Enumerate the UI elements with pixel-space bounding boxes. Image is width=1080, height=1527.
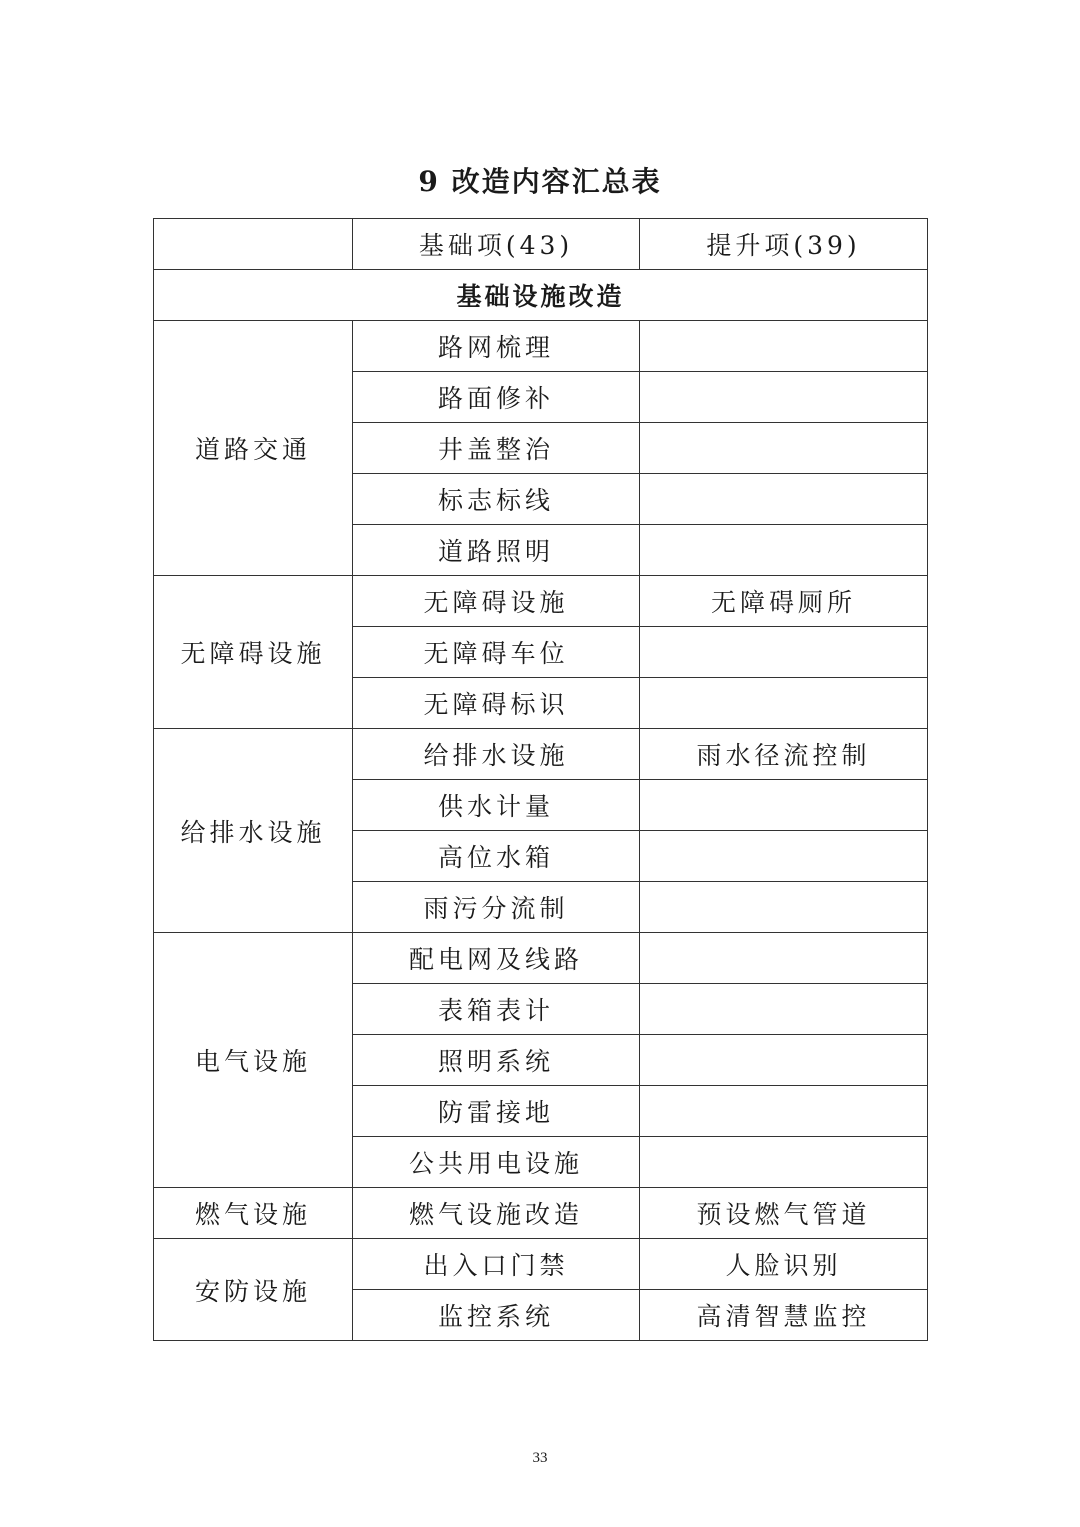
upgrade-item-cell: 高清智慧监控 [640,1290,928,1341]
header-basic-items: 基础项(43) [353,219,640,270]
basic-item-cell: 监控系统 [353,1290,640,1341]
upgrade-item-cell [640,831,928,882]
upgrade-item-cell [640,882,928,933]
upgrade-item-cell [640,1035,928,1086]
basic-item-cell: 无障碍设施 [353,576,640,627]
basic-item-cell: 给排水设施 [353,729,640,780]
upgrade-item-cell [640,423,928,474]
table-row [154,321,928,372]
section-row [154,270,928,321]
upgrade-item-cell [640,525,928,576]
category-cell: 燃气设施 [154,1188,353,1239]
basic-item-cell: 供水计量 [353,780,640,831]
renovation-summary-table [153,218,928,1341]
upgrade-item-cell [640,474,928,525]
basic-item-cell: 路面修补 [353,372,640,423]
header-blank-cell [154,219,353,270]
table-row [154,729,928,780]
table-row [154,1239,928,1290]
basic-item-cell: 配电网及线路 [353,933,640,984]
upgrade-item-cell [640,1137,928,1188]
upgrade-item-cell: 人脸识别 [640,1239,928,1290]
category-cell: 道路交通 [154,321,353,576]
upgrade-item-cell [640,780,928,831]
header-upgrade-items: 提升项(39) [640,219,928,270]
section-title: 基础设施改造 [154,270,928,321]
basic-item-cell: 防雷接地 [353,1086,640,1137]
basic-item-cell: 公共用电设施 [353,1137,640,1188]
upgrade-item-cell: 无障碍厕所 [640,576,928,627]
basic-item-cell: 表箱表计 [353,984,640,1035]
basic-item-cell: 高位水箱 [353,831,640,882]
page-title: 9 改造内容汇总表 [418,165,662,198]
upgrade-item-cell [640,678,928,729]
upgrade-item-cell [640,984,928,1035]
basic-item-cell: 标志标线 [353,474,640,525]
upgrade-item-cell: 雨水径流控制 [640,729,928,780]
basic-item-cell: 燃气设施改造 [353,1188,640,1239]
basic-item-cell: 无障碍标识 [353,678,640,729]
basic-item-cell: 井盖整治 [353,423,640,474]
upgrade-item-cell [640,321,928,372]
category-cell: 无障碍设施 [154,576,353,729]
category-cell: 安防设施 [154,1239,353,1341]
basic-item-cell: 道路照明 [353,525,640,576]
basic-item-cell: 照明系统 [353,1035,640,1086]
category-cell: 电气设施 [154,933,353,1188]
table-row [154,1188,928,1239]
table-header-row [154,219,928,270]
upgrade-item-cell: 预设燃气管道 [640,1188,928,1239]
basic-item-cell: 雨污分流制 [353,882,640,933]
basic-item-cell: 无障碍车位 [353,627,640,678]
upgrade-item-cell [640,372,928,423]
table-row [154,933,928,984]
basic-item-cell: 路网梳理 [353,321,640,372]
upgrade-item-cell [640,933,928,984]
upgrade-item-cell [640,1086,928,1137]
basic-item-cell: 出入口门禁 [353,1239,640,1290]
upgrade-item-cell [640,627,928,678]
category-cell: 给排水设施 [154,729,353,933]
table-row [154,576,928,627]
page-number: 33 [532,1450,548,1466]
